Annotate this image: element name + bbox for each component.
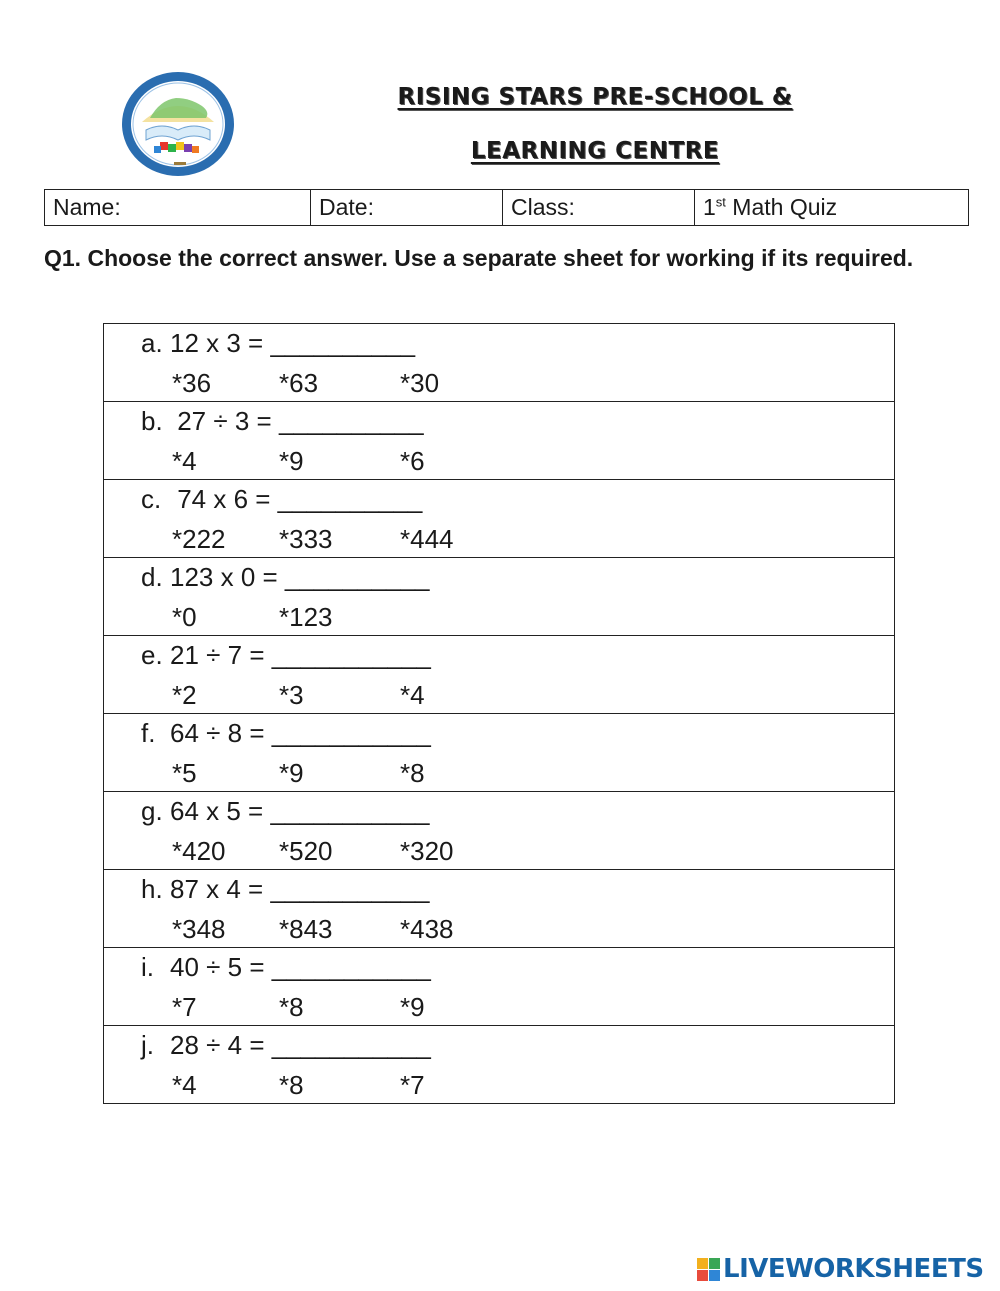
date-label: Date:	[319, 194, 374, 220]
name-field[interactable]	[45, 190, 311, 226]
question-item	[104, 792, 894, 869]
student-info-table	[44, 189, 969, 226]
question-cell	[104, 636, 895, 714]
question-item	[104, 1026, 894, 1103]
answer-option[interactable]: *9	[279, 758, 304, 788]
question-cell	[104, 558, 895, 636]
question-item	[104, 714, 894, 791]
question-item	[104, 870, 894, 947]
school-logo	[120, 70, 236, 178]
date-field[interactable]	[311, 190, 503, 226]
question-expression[interactable]: 123 x 0 = __________	[170, 562, 430, 592]
answer-option[interactable]: *7	[172, 992, 197, 1022]
question-letter: c.	[141, 484, 162, 514]
question-expression[interactable]: 21 ÷ 7 = ___________	[170, 640, 431, 670]
answer-option[interactable]: *8	[279, 992, 304, 1022]
question-letter: b.	[141, 406, 163, 436]
answer-option[interactable]: *520	[279, 836, 333, 866]
question-expression[interactable]: 64 ÷ 8 = ___________	[170, 718, 431, 748]
question-item	[104, 948, 894, 1025]
question-expression[interactable]: 28 ÷ 4 = ___________	[170, 1030, 431, 1060]
answer-option[interactable]: *843	[279, 914, 333, 944]
question-letter: g.	[141, 796, 163, 826]
name-label: Name:	[53, 194, 121, 220]
answer-option[interactable]: *4	[400, 680, 425, 710]
answer-option[interactable]: *6	[400, 446, 425, 476]
answer-option[interactable]: *8	[279, 1070, 304, 1100]
answer-option[interactable]: *420	[172, 836, 226, 866]
answer-option[interactable]: *438	[400, 914, 454, 944]
question-expression[interactable]: 64 x 5 = ___________	[170, 796, 430, 826]
quiz-title: Math Quiz	[725, 194, 838, 220]
table-row	[104, 324, 895, 402]
answer-option[interactable]: *63	[279, 368, 319, 398]
answer-option[interactable]: *9	[400, 992, 425, 1022]
school-title-line2: LEARNING CENTRE	[470, 138, 720, 164]
question-table	[103, 323, 895, 1104]
question-instruction: Q1. Choose the correct answer. Use a separate sheet for working if its required.	[44, 245, 914, 271]
class-label: Class:	[511, 194, 575, 220]
quiz-number: 1	[703, 194, 716, 220]
answer-option[interactable]: *30	[400, 368, 440, 398]
question-letter: d.	[141, 562, 163, 592]
question-cell	[104, 870, 895, 948]
quiz-title-cell	[695, 190, 969, 226]
answer-option[interactable]: *222	[172, 524, 226, 554]
answer-option[interactable]: *348	[172, 914, 226, 944]
answer-option[interactable]: *320	[400, 836, 454, 866]
table-row	[104, 948, 895, 1026]
answer-option[interactable]: *2	[172, 680, 197, 710]
liveworksheets-logo-icon	[697, 1258, 720, 1281]
question-expression[interactable]: 74 x 6 = __________	[170, 484, 423, 514]
question-letter: h.	[141, 874, 163, 904]
table-row	[104, 558, 895, 636]
answer-option[interactable]: *333	[279, 524, 333, 554]
school-title-line1: RISING STARS PRE-SCHOOL &	[397, 84, 793, 110]
answer-option[interactable]: *5	[172, 758, 197, 788]
answer-option[interactable]: *0	[172, 602, 197, 632]
question-cell	[104, 480, 895, 558]
liveworksheets-brand	[697, 1252, 984, 1286]
question-cell	[104, 792, 895, 870]
table-row	[104, 480, 895, 558]
answer-option[interactable]: *8	[400, 758, 425, 788]
brand-name: LIVEWORKSHEETS	[723, 1254, 984, 1284]
question-expression[interactable]: 40 ÷ 5 = ___________	[170, 952, 431, 982]
question-item	[104, 402, 894, 479]
table-row	[104, 636, 895, 714]
question-letter: i.	[141, 952, 154, 982]
question-letter: a.	[141, 328, 163, 358]
answer-option[interactable]: *444	[400, 524, 454, 554]
question-cell	[104, 1026, 895, 1104]
question-letter: e.	[141, 640, 163, 670]
table-row	[104, 714, 895, 792]
question-expression[interactable]: 27 ÷ 3 = __________	[170, 406, 424, 436]
table-row	[104, 870, 895, 948]
question-expression[interactable]: 12 x 3 = __________	[170, 328, 416, 358]
question-cell	[104, 324, 895, 402]
question-cell	[104, 714, 895, 792]
question-item	[104, 324, 894, 401]
answer-option[interactable]: *9	[279, 446, 304, 476]
question-cell	[104, 948, 895, 1026]
table-row	[104, 402, 895, 480]
class-field[interactable]	[503, 190, 695, 226]
answer-option[interactable]: *3	[279, 680, 304, 710]
answer-option[interactable]: *7	[400, 1070, 425, 1100]
question-letter: f.	[141, 718, 156, 748]
question-cell	[104, 402, 895, 480]
table-row	[104, 792, 895, 870]
answer-option[interactable]: *123	[279, 602, 333, 632]
table-row	[104, 1026, 895, 1104]
question-item	[104, 558, 894, 635]
answer-option[interactable]: *4	[172, 446, 197, 476]
quiz-number-suffix: st	[715, 194, 726, 210]
question-item	[104, 480, 894, 557]
answer-option[interactable]: *4	[172, 1070, 197, 1100]
answer-option[interactable]: *36	[172, 368, 212, 398]
question-expression[interactable]: 87 x 4 = ___________	[170, 874, 430, 904]
question-item	[104, 636, 894, 713]
question-letter: j.	[141, 1030, 154, 1060]
